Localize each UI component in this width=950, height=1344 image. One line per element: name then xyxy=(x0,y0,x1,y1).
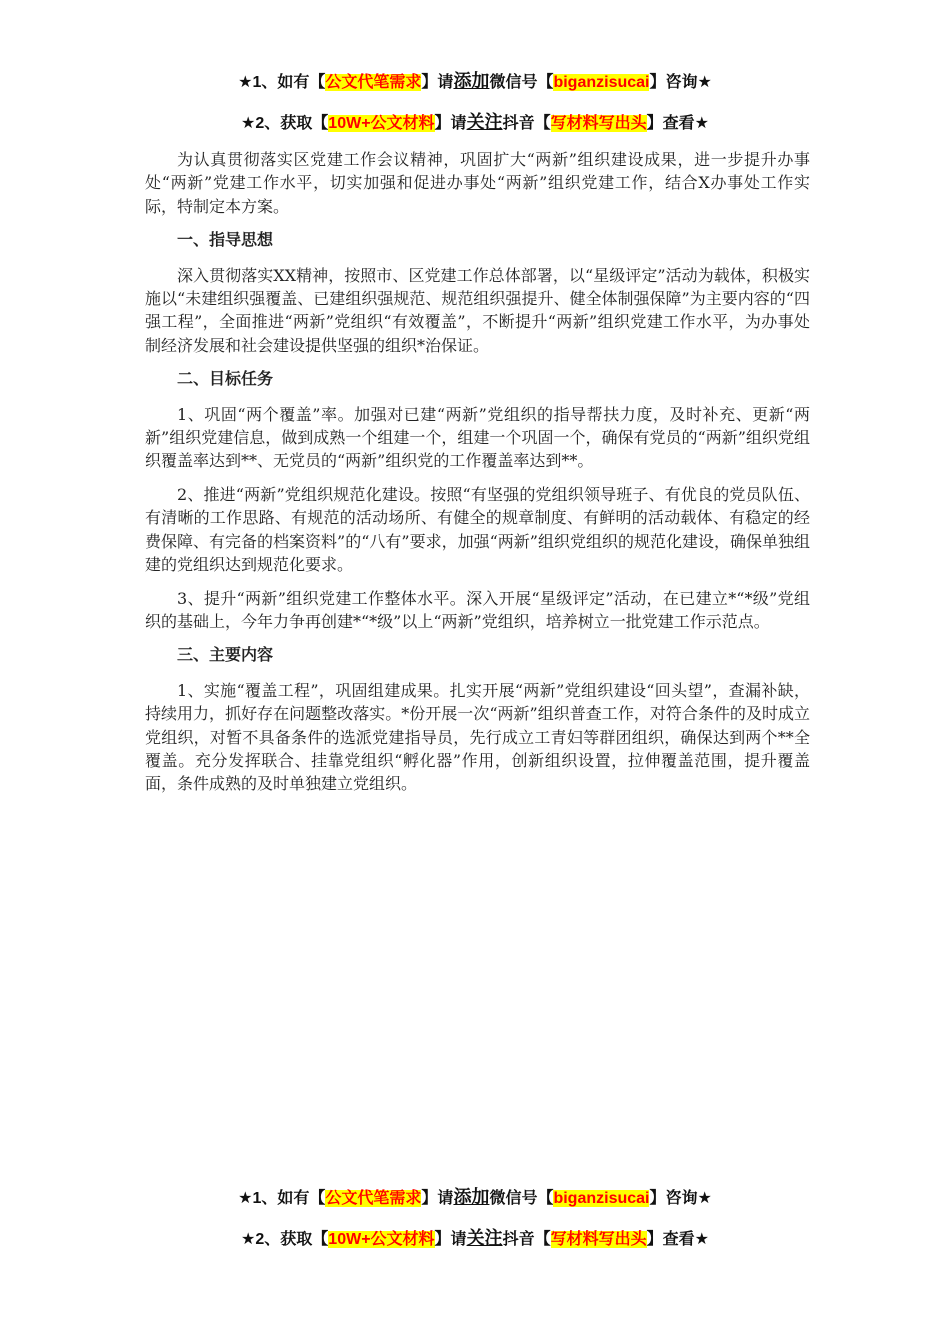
banner-underline: 添加 xyxy=(453,71,490,91)
bottom-banner-line-2 xyxy=(0,1227,950,1251)
banner-text: 】咨询★ xyxy=(649,1190,712,1207)
banner-highlight: 公文代笔需求 xyxy=(325,74,422,91)
section-heading-guiding-ideology: 一、指导思想 xyxy=(177,230,274,250)
paragraph-objective-2: 2、推进“两新”党组织规范化建设。按照“有坚强的党组织领导班子、有优良的党员队伍、有清晰的工作思路、有规范的活动场所、有健全的规章制度、有鲜明的活动载体、有稳定的经费保障、有完备的档案资料”的“八有”要求，加强“两新”组织党组织的规范化建设，确保单独组建的党组织达到规范化要求。 xyxy=(145,484,810,575)
banner-underline: 关注 xyxy=(466,1228,503,1248)
document-body xyxy=(145,148,810,806)
banner-text: ★2、获取【 xyxy=(241,1231,329,1248)
banner-text: 】查看★ xyxy=(646,115,709,132)
section-heading-main-content: 三、主要内容 xyxy=(177,645,274,665)
intro-paragraph: 为认真贯彻落实区党建工作会议精神，巩固扩大“两新”组织建设成果，进一步提升办事处“两新”党建工作水平，切实加强和促进办事处“两新”组织党建工作，结合X办事处工作实际，特制定本方案。 xyxy=(145,150,810,216)
section-heading-objectives: 二、目标任务 xyxy=(177,369,274,389)
banner-underline: 关注 xyxy=(466,112,503,132)
banner-text: ★1、如有【 xyxy=(238,1190,326,1207)
banner-text: 微信号【 xyxy=(489,74,554,91)
banner-wechat-id[interactable]: biganzisucai xyxy=(553,74,650,91)
banner-text: 】请 xyxy=(421,1190,454,1207)
banner-highlight: 10W+公文材料 xyxy=(328,115,435,132)
bottom-banner-line-1 xyxy=(0,1186,950,1210)
banner-text: 抖音【 xyxy=(502,1231,551,1248)
paragraph-objective-3: 3、提升“两新”组织党建工作整体水平。深入开展“星级评定”活动，在已建立*“*级”党组织的基础上，今年力争再创建*“*级”以上“两新”党组织，培养树立一批党建工作示范点。 xyxy=(145,588,810,631)
banner-douyin-id[interactable]: 写材料写出头 xyxy=(550,115,647,132)
banner-text: 】查看★ xyxy=(646,1231,709,1248)
banner-text: 】请 xyxy=(421,74,454,91)
top-banner-line-2 xyxy=(0,111,950,135)
banner-douyin-id[interactable]: 写材料写出头 xyxy=(550,1231,647,1248)
paragraph-content-1: 1、实施“覆盖工程”，巩固组建成果。扎实开展“两新”党组织建设“回头望”，查漏补缺，持续用力，抓好存在问题整改落实。*份开展一次“两新”组织普查工作，对符合条件的及时成立党组织，对暂不具备条件的选派党建指导员，先行成立工青妇等群团组织，确保达到两个**全覆盖。充分发挥联合、挂靠党组织“孵化器”作用，创新组织设置，拉伸覆盖范围，提升覆盖面，条件成熟的及时单独建立党组织。 xyxy=(145,680,810,794)
banner-highlight: 10W+公文材料 xyxy=(328,1231,435,1248)
paragraph-objective-1: 1、巩固“两个覆盖”率。加强对已建“两新”党组织的指导帮扶力度，及时补充、更新“两新”组织党建信息，做到成熟一个组建一个，组建一个巩固一个，确保有党员的“两新”组织党组织覆盖率达到**、无党员的“两新”组织党的工作覆盖率达到**。 xyxy=(145,404,810,471)
banner-highlight: 公文代笔需求 xyxy=(325,1190,422,1207)
banner-text: 抖音【 xyxy=(502,115,551,132)
top-banner-line-1 xyxy=(0,70,950,94)
paragraph-guiding-ideology: 深入贯彻落实XX精神，按照市、区党建工作总体部署，以“星级评定”活动为载体，积极实施以“未建组织强覆盖、已建组织强规范、规范组织强提升、健全体制强保障”为主要内容的“四强工程”，全面推进“两新”党组织“有效覆盖”，不断提升“两新”组织党建工作水平，为办事处制经济发展和社会建设提供坚强的组织*治保证。 xyxy=(145,265,810,355)
banner-text: 】咨询★ xyxy=(649,74,712,91)
banner-underline: 添加 xyxy=(453,1187,490,1207)
banner-text: ★1、如有【 xyxy=(238,74,326,91)
banner-text: 】请 xyxy=(434,115,467,132)
banner-wechat-id[interactable]: biganzisucai xyxy=(553,1190,650,1207)
banner-text: 】请 xyxy=(434,1231,467,1248)
banner-text: ★2、获取【 xyxy=(241,115,329,132)
banner-text: 微信号【 xyxy=(489,1190,554,1207)
